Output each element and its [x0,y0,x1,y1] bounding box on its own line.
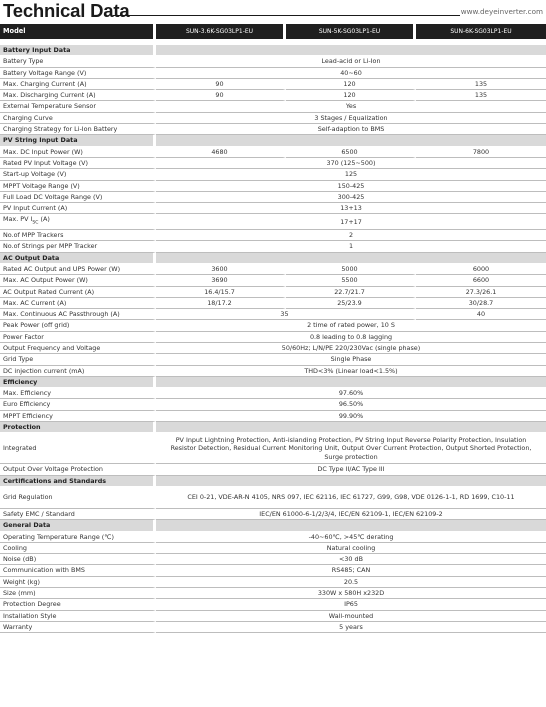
spec-value: 6600 [416,275,546,286]
spec-row [0,181,546,192]
spec-value: 4680 [156,147,286,158]
spec-label: Max. Discharging Current (A) [0,90,156,101]
spec-row [0,565,546,576]
spec-row [0,388,546,399]
spec-label: Weight (kg) [0,577,156,588]
spec-label: Output Frequency and Voltage [0,343,156,354]
model-row [0,24,546,39]
spec-label: Output Over Voltage Protection [0,464,156,475]
spec-row [0,287,546,298]
section-title: General Data [0,520,156,531]
section-fill [156,377,546,388]
spec-row [0,487,546,509]
spec-value: 5 years [156,622,546,633]
spec-row [0,264,546,275]
section-header-row [0,377,546,388]
spec-label: Max. Efficiency [0,388,156,399]
spec-value: 16.4/15.7 [156,287,286,298]
spec-label: Max. Charging Current (A) [0,79,156,90]
website-url: www.deyeinverter.com [460,7,543,16]
section-title: Efficiency [0,377,156,388]
spec-value: THD<3% (Linear load<1.5%) [156,366,546,377]
spec-value: 13+13 [156,203,546,214]
spec-value: 0.8 leading to 0.8 lagging [156,332,546,343]
spec-row [0,399,546,410]
spec-label: Operating Temperature Range (℃) [0,532,156,543]
spec-row [0,203,546,214]
spec-row [0,611,546,622]
spec-value: 6000 [416,264,546,275]
spec-value: 18/17.2 [156,298,286,309]
section-fill [156,253,546,264]
spec-row [0,366,546,377]
spec-row [0,543,546,554]
spec-value: 135 [416,90,546,101]
spec-value: 40~60 [156,68,546,79]
spec-row [0,332,546,343]
section-title: Certifications and Standards [0,476,156,487]
spec-value: 2 time of rated power, 10 S [156,320,546,331]
spec-row [0,275,546,286]
spec-value: CEI 0-21, VDE-AR-N 4105, NRS 097, IEC 62116, IEC 61727, G99, G98, VDE 0126-1-1, RD 1699, C10-11 [156,487,546,509]
spec-value: Self-adaption to BMS [156,124,546,135]
spec-value: 3600 [156,264,286,275]
section-header-row [0,135,546,146]
spec-label: Charging Curve [0,113,156,124]
spec-label: Integrated [0,433,156,464]
spec-label: Max. Continuous AC Passthrough (A) [0,309,156,320]
spec-row [0,124,546,135]
spec-label: Charging Strategy for Li-Ion Battery [0,124,156,135]
spec-value: 5500 [286,275,416,286]
spec-value: 22.7/21.7 [286,287,416,298]
spec-row [0,509,546,520]
spec-value: 300-425 [156,192,546,203]
spec-label: External Temperature Sensor [0,101,156,112]
spec-value: 97.60% [156,388,546,399]
spec-value: -40~60℃, >45℃ derating [156,532,546,543]
spec-label: MPPT Efficiency [0,411,156,422]
spec-value: 35 [156,309,416,320]
section-header-row [0,422,546,433]
spec-row [0,588,546,599]
spec-row [0,113,546,124]
spec-value: Natural cooling [156,543,546,554]
spec-label: Max. DC Input Power (W) [0,147,156,158]
spec-row [0,241,546,252]
spec-value: 17+17 [156,214,546,230]
spec-label: Rated PV Input Voltage (V) [0,158,156,169]
spec-value: RS485; CAN [156,565,546,576]
spec-label: Size (mm) [0,588,156,599]
section-title: PV String Input Data [0,135,156,146]
spec-label: Safety EMC / Standard [0,509,156,520]
spec-row [0,68,546,79]
spec-row [0,464,546,475]
spec-label: Communication with BMS [0,565,156,576]
spec-label: Max. AC Current (A) [0,298,156,309]
section-title: Battery Input Data [0,45,156,56]
spec-row [0,230,546,241]
model-label: Model [0,24,156,39]
spec-value: 370 (125~500) [156,158,546,169]
section-title: Protection [0,422,156,433]
spec-label: Max. AC Output Power (W) [0,275,156,286]
section-header-row [0,253,546,264]
section-header-row [0,476,546,487]
spec-label: Power Factor [0,332,156,343]
spec-row [0,309,546,320]
spec-row [0,298,546,309]
model-name: SUN-6K-SG03LP1-EU [416,24,546,39]
spec-value: 90 [156,90,286,101]
title-rule [113,15,460,16]
spec-value: 50/60Hz; L/N/PE 220/230Vac (single phase) [156,343,546,354]
spec-value: 25/23.9 [286,298,416,309]
spec-label: Euro Efficiency [0,399,156,410]
spec-row [0,433,546,464]
spec-label: No.of Strings per MPP Tracker [0,241,156,252]
spec-label: PV Input Current (A) [0,203,156,214]
spec-label: No.of MPP Trackers [0,230,156,241]
spec-value: 120 [286,90,416,101]
spec-label: Rated AC Output and UPS Power (W) [0,264,156,275]
spec-value: IP65 [156,599,546,610]
spec-label: Cooling [0,543,156,554]
section-fill [156,476,546,487]
spec-value: Lead-acid or Li-Ion [156,56,546,67]
spec-value: 20.5 [156,577,546,588]
spec-label: Protection Degree [0,599,156,610]
spec-value: 2 [156,230,546,241]
spec-label: Grid Type [0,354,156,365]
section-title: AC Output Data [0,253,156,264]
spec-row [0,90,546,101]
spec-label: AC Output Rated Current (A) [0,287,156,298]
spec-value: 30/28.7 [416,298,546,309]
model-name: SUN-3.6K-SG03LP1-EU [156,24,286,39]
spec-row [0,158,546,169]
spec-row [0,214,546,230]
spec-value: 27.3/26.1 [416,287,546,298]
spec-value: 120 [286,79,416,90]
spec-label: Battery Voltage Range (V) [0,68,156,79]
spec-label: Warranty [0,622,156,633]
spec-value: IEC/EN 61000-6-1/2/3/4, IEC/EN 62109-1, IEC/EN 62109-2 [156,509,546,520]
spec-label: Start-up Voltage (V) [0,169,156,180]
spec-value: 99.90% [156,411,546,422]
spec-row [0,101,546,112]
section-fill [156,520,546,531]
spec-row [0,622,546,633]
spec-value: 1 [156,241,546,252]
spec-value: 90 [156,79,286,90]
spec-label: Grid Regulation [0,487,156,509]
spec-label: Full Load DC Voltage Range (V) [0,192,156,203]
spec-value: <30 dB [156,554,546,565]
spec-row [0,554,546,565]
model-name: SUN-5K-SG03LP1-EU [286,24,416,39]
spec-value: DC Type II/AC Type III [156,464,546,475]
spec-row [0,354,546,365]
section-fill [156,422,546,433]
spec-label: MPPT Voltage Range (V) [0,181,156,192]
spec-row [0,169,546,180]
spec-value: 6500 [286,147,416,158]
spec-value: 150-425 [156,181,546,192]
spec-value: 135 [416,79,546,90]
section-header-row [0,520,546,531]
spec-row [0,532,546,543]
section-fill [156,45,546,56]
spec-row [0,343,546,354]
spec-label: Installation Style [0,611,156,622]
spec-table [0,24,546,633]
spec-value: Yes [156,101,546,112]
spec-value: 5000 [286,264,416,275]
page-title: Technical Data [3,0,130,21]
spec-value: 96.50% [156,399,546,410]
spec-row [0,79,546,90]
spec-value: Wall-mounted [156,611,546,622]
spec-label: DC injection current (mA) [0,366,156,377]
section-fill [156,135,546,146]
spec-value: PV Input Lightning Protection, Anti-islanding Protection, PV String Input Reverse Polarity Protection, Insulation Resistor Detection, Residual Current Monitoring Unit, Output Over Current Protection, Output Shorted Protection, Surge protection [156,433,546,464]
spec-value: Single Phase [156,354,546,365]
spec-row [0,320,546,331]
spec-label: Noise (dB) [0,554,156,565]
spec-value: 3 Stages / Equalization [156,113,546,124]
spec-value: 125 [156,169,546,180]
spec-label: Max. PV $I_{SC}$ (A) [0,214,156,230]
spec-row [0,599,546,610]
spec-row [0,192,546,203]
spec-row [0,56,546,67]
spec-row [0,577,546,588]
section-header-row [0,45,546,56]
spec-row [0,147,546,158]
spec-value: 330W x 580H x232D [156,588,546,599]
spec-label: Peak Power (off grid) [0,320,156,331]
spec-row [0,411,546,422]
spec-value: 7800 [416,147,546,158]
spec-value: 40 [416,309,546,320]
spec-label: Battery Type [0,56,156,67]
spec-value: 3690 [156,275,286,286]
page-header [0,0,546,24]
